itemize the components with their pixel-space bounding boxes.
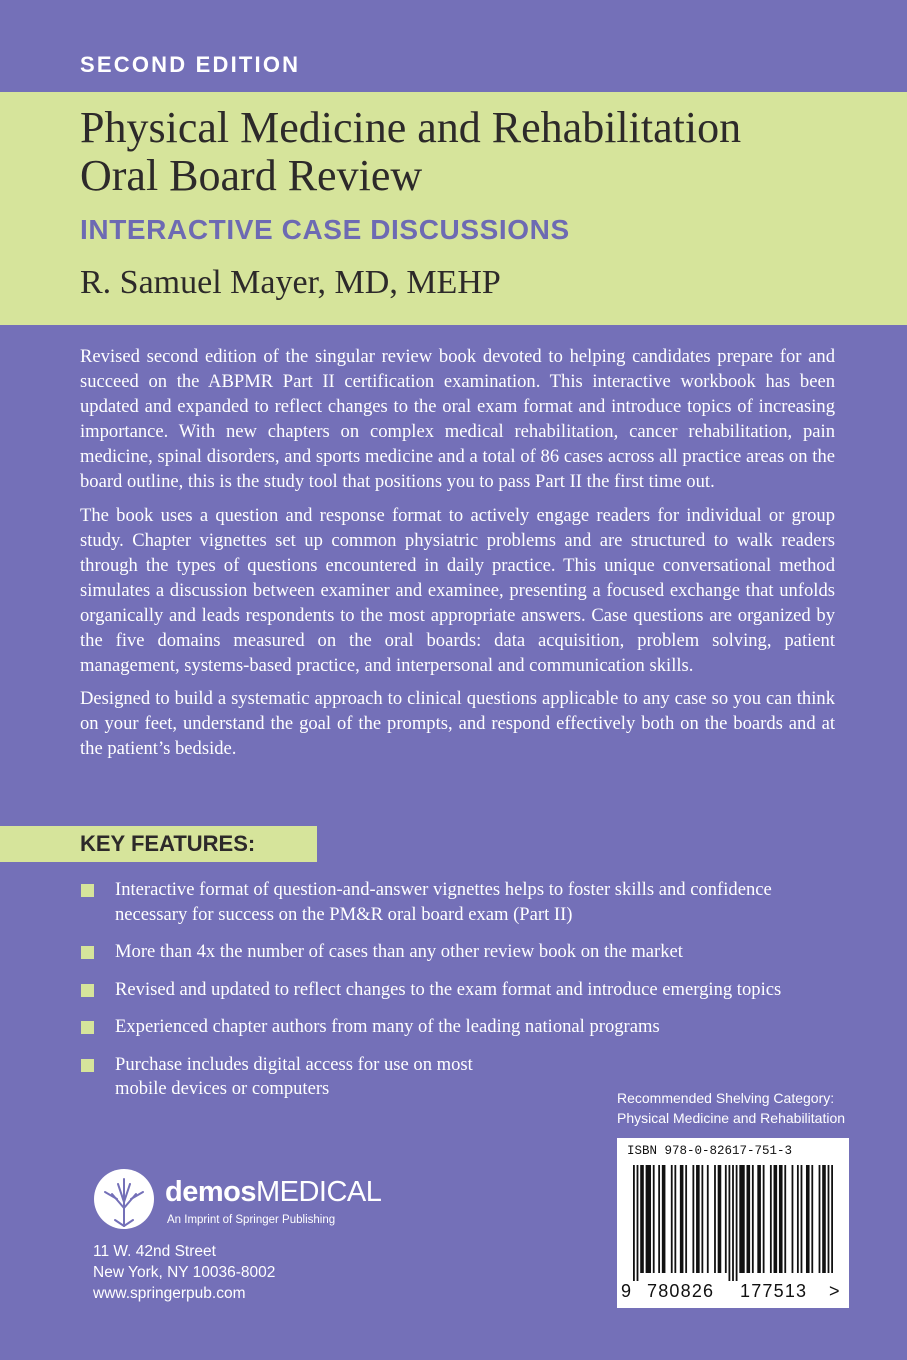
feature-text: Purchase includes digital access for use on most mobile devices or computers	[115, 1053, 473, 1099]
feature-text: Interactive format of question-and-answer vignettes helps to foster skills and confidence necessary for success on the PM&R oral board exam (Part II)	[115, 879, 772, 925]
barcode-bar	[729, 1165, 731, 1281]
barcode-bar	[828, 1165, 830, 1273]
barcode-bar	[707, 1165, 709, 1273]
publisher-address	[93, 1241, 275, 1304]
isbn-number: ISBN 978-0-82617-751-3	[627, 1144, 793, 1158]
shelving-value: Physical Medicine and Rehabilitation	[617, 1110, 846, 1126]
description-paragraph: The book uses a question and response format to actively engage readers for individual or group study. Chapter vignettes set up common physiatric problems and are structured to walk readers through the types of questions encountered in daily practice. This unique conversational method simulates a discussion between examiner and examinee, presenting a focused exchange that unfolds organically and leads respondents to the most appropriate answers. Case questions are organized by the five domains measured on the oral boards: data acquisition, problem solving, patient management, systems-based practice, and interpersonal and communication skills.	[80, 504, 835, 677]
book-title	[80, 104, 880, 200]
title-line-2: Oral Board Review	[80, 151, 423, 200]
barcode-bar	[658, 1165, 660, 1273]
author-name: R. Samuel Mayer, MD, MEHP	[80, 264, 501, 301]
feature-item	[80, 1053, 515, 1102]
square-bullet-icon	[81, 1059, 94, 1072]
publisher-name-bold: demos	[165, 1176, 256, 1208]
barcode-bar	[779, 1165, 783, 1273]
publisher-imprint: An Imprint of Springer Publishing	[167, 1214, 336, 1226]
description-paragraph: Designed to build a systematic approach to clinical questions applicable to any case so you can think on your feet, understand the goal of the prompts, and respond effectively both on the boards and at the patient’s bedside.	[80, 688, 835, 760]
isbn-barcode	[617, 1138, 849, 1308]
barcode-bar	[680, 1165, 684, 1273]
publisher-name	[165, 1176, 381, 1209]
description	[80, 344, 835, 770]
barcode-bar	[757, 1165, 761, 1273]
barcode-bar	[831, 1165, 833, 1273]
barcode-bar	[640, 1165, 644, 1273]
feature-item	[80, 940, 820, 965]
title-line-1: Physical Medicine and Rehabilitation	[80, 103, 742, 152]
barcode-lead-digit: 9	[621, 1281, 633, 1301]
publisher-logo	[93, 1168, 382, 1228]
barcode-bar	[718, 1165, 722, 1273]
barcode-bar	[736, 1165, 738, 1281]
barcode-left-digits: 780826	[647, 1281, 715, 1301]
barcode-bar	[674, 1165, 676, 1273]
barcode-right-digits: 177513	[740, 1281, 808, 1301]
barcode-bar	[752, 1165, 754, 1273]
barcode-bars	[633, 1165, 833, 1281]
edition-label: SECOND EDITION	[80, 52, 301, 77]
feature-item	[80, 878, 820, 927]
key-features-list	[80, 878, 820, 1115]
feature-item	[80, 978, 820, 1003]
shelving-category	[617, 1088, 845, 1128]
feature-text: Revised and updated to reflect changes to the exam format and introduce emerging topics	[115, 978, 782, 1000]
barcode-bar	[637, 1165, 639, 1281]
feature-item	[80, 1015, 820, 1040]
barcode-bar	[692, 1165, 694, 1273]
address-line: 11 W. 42nd Street	[93, 1243, 216, 1260]
barcode-bar	[747, 1165, 751, 1273]
barcode-bar	[797, 1165, 799, 1273]
address-line: New York, NY 10036-8002	[93, 1264, 276, 1281]
barcode-bar	[774, 1165, 778, 1273]
barcode-bar	[701, 1165, 703, 1273]
tree-icon	[93, 1168, 155, 1230]
barcode-bar	[739, 1165, 744, 1273]
barcode-bar	[801, 1165, 803, 1273]
square-bullet-icon	[81, 884, 94, 897]
barcode-bar	[784, 1165, 786, 1273]
shelving-label: Recommended Shelving Category:	[617, 1090, 835, 1106]
barcode-bar	[819, 1165, 821, 1273]
barcode-bar	[714, 1165, 716, 1273]
barcode-bar	[763, 1165, 765, 1273]
feature-text: Experienced chapter authors from many of the leading national programs	[115, 1016, 660, 1037]
barcode-bar	[685, 1165, 687, 1273]
barcode-bar	[725, 1165, 727, 1273]
square-bullet-icon	[81, 984, 94, 997]
barcode-bar	[653, 1165, 655, 1273]
publisher-website: www.springerpub.com	[93, 1285, 246, 1302]
key-features-heading: KEY FEATURES:	[80, 831, 256, 856]
barcode-bar	[732, 1165, 734, 1281]
book-subtitle: INTERACTIVE CASE DISCUSSIONS	[80, 214, 570, 245]
barcode-bar	[792, 1165, 794, 1273]
square-bullet-icon	[81, 946, 94, 959]
feature-text: More than 4x the number of cases than any other review book on the market	[115, 941, 683, 962]
barcode-bar	[770, 1165, 772, 1273]
barcode-bar	[696, 1165, 700, 1273]
barcode-bar	[671, 1165, 673, 1273]
barcode-bar	[811, 1165, 813, 1273]
barcode-bar	[822, 1165, 826, 1273]
barcode-bar	[662, 1165, 666, 1273]
barcode-end-mark: >	[829, 1281, 841, 1301]
barcode-bar	[646, 1165, 651, 1273]
description-paragraph: Revised second edition of the singular review book devoted to helping candidates prepare for and succeed on the ABPMR Part II certification examination. This interactive workbook has been updated and expanded to reflect changes to the oral exam format and introduce topics of increasing importance. With new chapters on complex medical rehabilitation, cancer rehabilitation, pain medicine, spinal disorders, and sports medicine and a total of 86 cases across all practice areas on the board outline, this is the study tool that positions you to pass Part II the first time out.	[80, 346, 835, 493]
publisher-name-light: MEDICAL	[255, 1176, 382, 1208]
barcode-bar	[806, 1165, 810, 1273]
barcode-bar	[633, 1165, 635, 1281]
square-bullet-icon	[81, 1021, 94, 1034]
